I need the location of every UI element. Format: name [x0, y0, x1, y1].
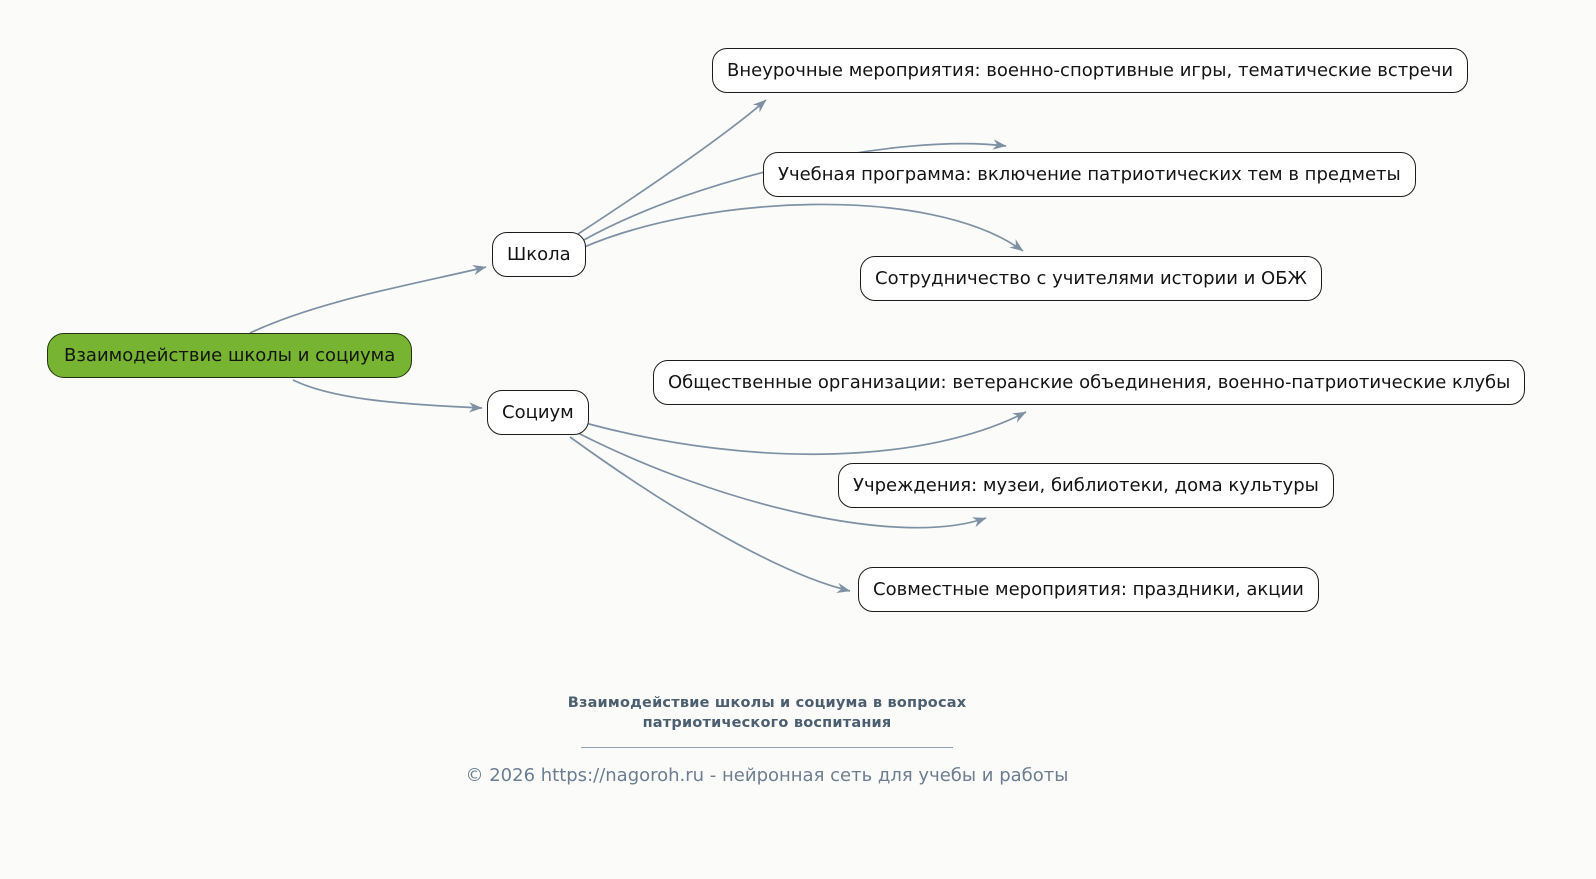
- leaf-node-extracurricular: Внеурочные мероприятия: военно-спортивные игры, тематические встречи: [712, 48, 1468, 93]
- leaf-node-teachers: Сотрудничество с учителями истории и ОБЖ: [860, 256, 1322, 301]
- footer-title-line2: патриотического воспитания: [642, 715, 892, 731]
- edge-school-to-extracurricular: [578, 100, 766, 234]
- footer-title-line1: Взаимодействие школы и социума в вопросах: [567, 695, 967, 711]
- footer: [387, 693, 1147, 787]
- footer-divider: [581, 747, 953, 748]
- edge-root-to-society: [293, 380, 482, 408]
- leaf-node-institutions: Учреждения: музеи, библиотеки, дома культуры: [838, 463, 1334, 508]
- edge-root-to-school: [250, 267, 486, 333]
- footer-copyright: © 2026 https://nagoroh.ru - нейронная сеть для учебы и работы: [465, 765, 1069, 786]
- leaf-node-joint-events: Совместные мероприятия: праздники, акции: [858, 567, 1319, 612]
- footer-title: [387, 693, 1147, 733]
- edge-school-to-teachers: [582, 204, 1023, 251]
- branch-node-society: Социум: [487, 390, 589, 435]
- leaf-node-organizations: Общественные организации: ветеранские объединения, военно-патриотические клубы: [653, 360, 1525, 405]
- root-node: Взаимодействие школы и социума: [47, 333, 412, 378]
- branch-node-school: Школа: [492, 232, 586, 277]
- edge-society-to-organizations: [585, 412, 1026, 454]
- leaf-node-curriculum: Учебная программа: включение патриотических тем в предметы: [763, 152, 1416, 197]
